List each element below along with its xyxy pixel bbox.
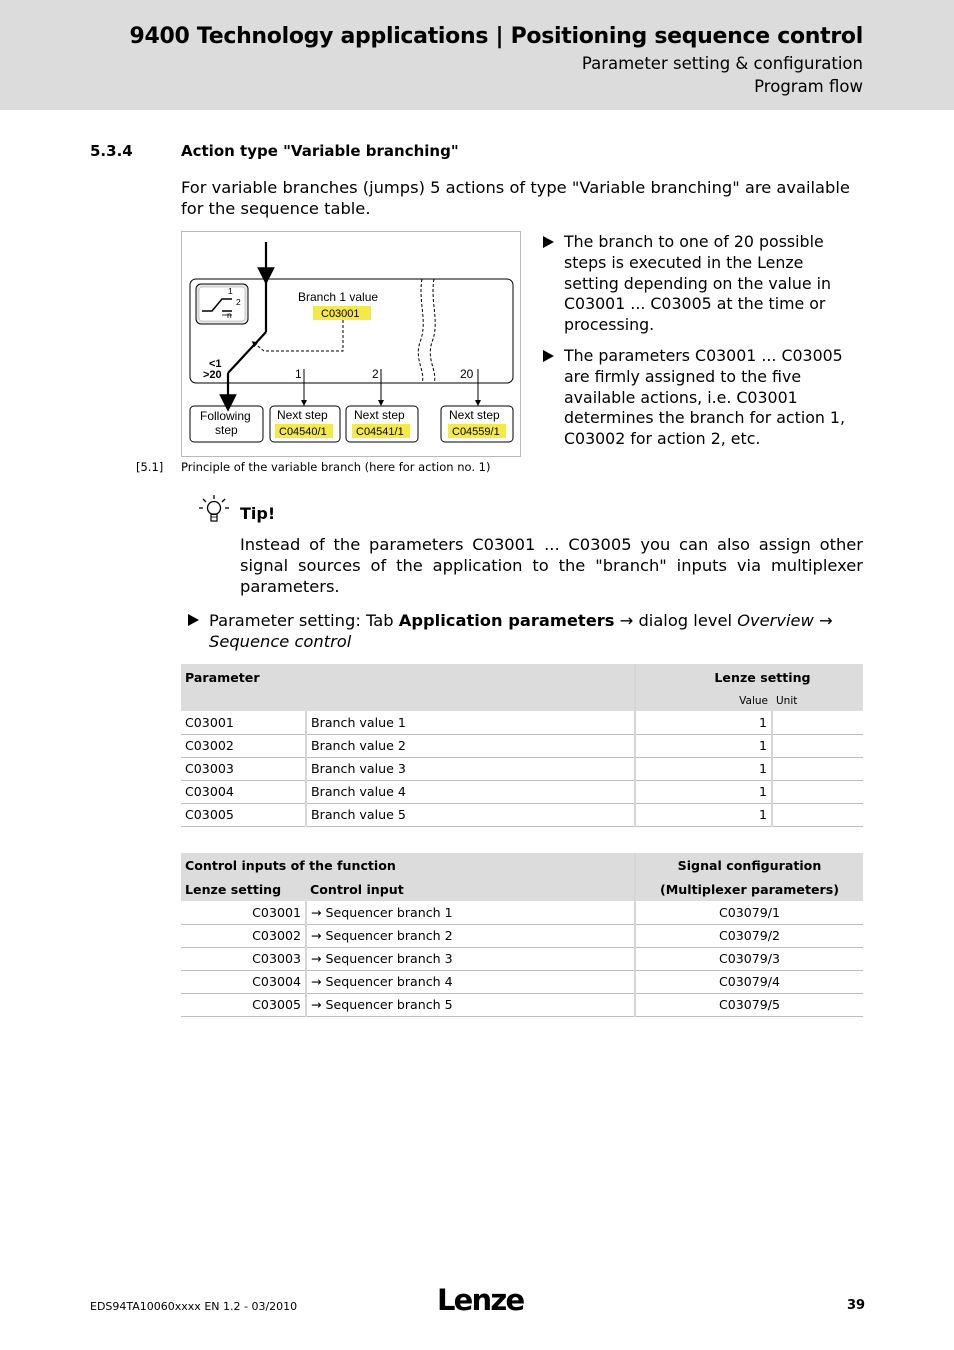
col-header-control-input: Control input [306,877,635,901]
switch-lever [228,332,266,373]
col-header-unit: Unit [776,694,798,707]
control-dash [264,320,343,351]
param-value: 1 [635,803,772,826]
next-step-param-3: C04559/1 [452,426,500,438]
control-input: → Sequencer branch 3 [306,947,635,970]
break-line [418,279,423,383]
document-id: EDS94TA10060xxxx EN 1.2 - 03/2010 [90,1300,298,1313]
control-inputs-table [181,853,863,1017]
selector-label-2: 2 [236,297,241,307]
col-header-multiplexer: (Multiplexer parameters) [660,881,839,897]
section-number: 5.3.4 [90,142,133,160]
col-header-lenze-setting: Lenze setting [185,881,282,897]
table-row [181,780,863,803]
param-code: C03001 [181,711,306,734]
param-name: Branch value 5 [306,803,635,826]
nav-arrow: → [614,611,639,630]
param-code: C03004 [181,780,306,803]
lt-label: <1 [209,358,222,370]
param-name: Branch value 3 [306,757,635,780]
bullet-triangle-icon [543,350,554,362]
bullet-triangle-icon [188,614,199,626]
param-value: 1 [635,711,772,734]
nav-level-overview: Overview [737,611,814,630]
lightbulb-icon [197,494,231,532]
col-header-value: Value [739,694,768,707]
nav-prefix: Parameter setting: Tab [209,611,399,630]
col-header-signal-config: Signal configuration [677,857,822,873]
param-unit [772,803,863,826]
signal-config: C03079/3 [635,947,863,970]
bullet-text: The parameters C03001 ... C03005 are firmly assigned to the five available actions, i.e. C03001 determines the branch for action 1, C03002 for action 2, etc. [564,346,845,449]
header-subsection: Program flow [754,77,863,96]
next-step-label-3: Next step [449,408,500,422]
following-step-line2: step [215,423,238,437]
nav-arrow: → [813,611,833,630]
table-row [181,734,863,757]
col-header-lenze-setting: Lenze setting [714,669,811,685]
next-step-param-2: C04541/1 [356,426,404,438]
param-name: Branch value 1 [306,711,635,734]
control-dash-arrow [254,343,264,351]
lenze-setting: C03003 [181,947,306,970]
nav-tab: Application parameters [398,611,615,630]
table-row [181,901,863,924]
param-unit [772,757,863,780]
table-row [181,993,863,1016]
table-row [181,757,863,780]
control-input: → Sequencer branch 1 [306,901,635,924]
tip-label: Tip! [240,504,276,523]
param-code: C03003 [181,757,306,780]
parameter-table [181,664,863,827]
lenze-setting: C03005 [181,993,306,1016]
output-num-2: 2 [372,367,379,381]
control-input: → Sequencer branch 2 [306,924,635,947]
selector-label-n: n [227,310,232,320]
next-step-label-1: Next step [277,408,328,422]
next-step-label-2: Next step [354,408,405,422]
control-input: → Sequencer branch 5 [306,993,635,1016]
param-value: 1 [635,780,772,803]
figure-number: [5.1] [136,460,164,474]
section-title: Action type "Variable branching" [181,142,459,160]
nav-level-sequence: Sequence control [209,632,352,651]
table-row [181,970,863,993]
next-step-param-1: C04540/1 [279,426,327,438]
signal-config: C03079/4 [635,970,863,993]
page-header [0,0,954,110]
break-line [430,279,435,383]
param-name: Branch value 4 [306,780,635,803]
header-subtitle: Parameter setting & configuration [581,54,863,73]
table-row [181,803,863,826]
param-name: Branch value 2 [306,734,635,757]
branch-diagram [181,231,521,457]
table-row [181,711,863,734]
header-title: 9400 Technology applications | Positioning sequence control [129,24,863,49]
table-row [181,947,863,970]
param-unit [772,734,863,757]
param-code: C03005 [181,803,306,826]
param-unit [772,780,863,803]
navigation-text [209,610,869,652]
gt-label: >20 [203,369,222,381]
lenze-setting: C03004 [181,970,306,993]
col-header-control-inputs: Control inputs of the function [181,853,635,877]
bullet-text: The branch to one of 20 possible steps is executed in the Lenze setting depending on the value in C03001 ... C03005 at the time or processing. [564,232,831,335]
following-step-line1: Following [200,409,251,423]
selector-label-1: 1 [228,286,233,296]
param-value: 1 [635,734,772,757]
output-num-20: 20 [460,367,474,381]
branch-param: C03001 [321,308,360,320]
output-num-1: 1 [295,367,302,381]
param-unit [772,711,863,734]
param-value: 1 [635,757,772,780]
tip-text: Instead of the parameters C03001 ... C03005 you can also assign other signal sources of the application to the "branch" inputs via multiplexer parameters. [240,535,863,596]
lenze-setting: C03001 [181,901,306,924]
signal-config: C03079/2 [635,924,863,947]
table-row [181,924,863,947]
col-header-parameter: Parameter [181,664,635,690]
nav-mid: dialog level [638,611,738,630]
bullet-triangle-icon [543,236,554,248]
lenze-setting: C03002 [181,924,306,947]
figure-caption: Principle of the variable branch (here for action no. 1) [181,460,491,474]
param-code: C03002 [181,734,306,757]
page-number: 39 [847,1298,866,1313]
signal-config: C03079/5 [635,993,863,1016]
lenze-logo: Lenze [437,1283,524,1317]
branch-value-label: Branch 1 value [298,290,379,304]
control-input: → Sequencer branch 4 [306,970,635,993]
signal-config: C03079/1 [635,901,863,924]
intro-paragraph: For variable branches (jumps) 5 actions of type "Variable branching" are available for the sequence table. [181,178,850,218]
